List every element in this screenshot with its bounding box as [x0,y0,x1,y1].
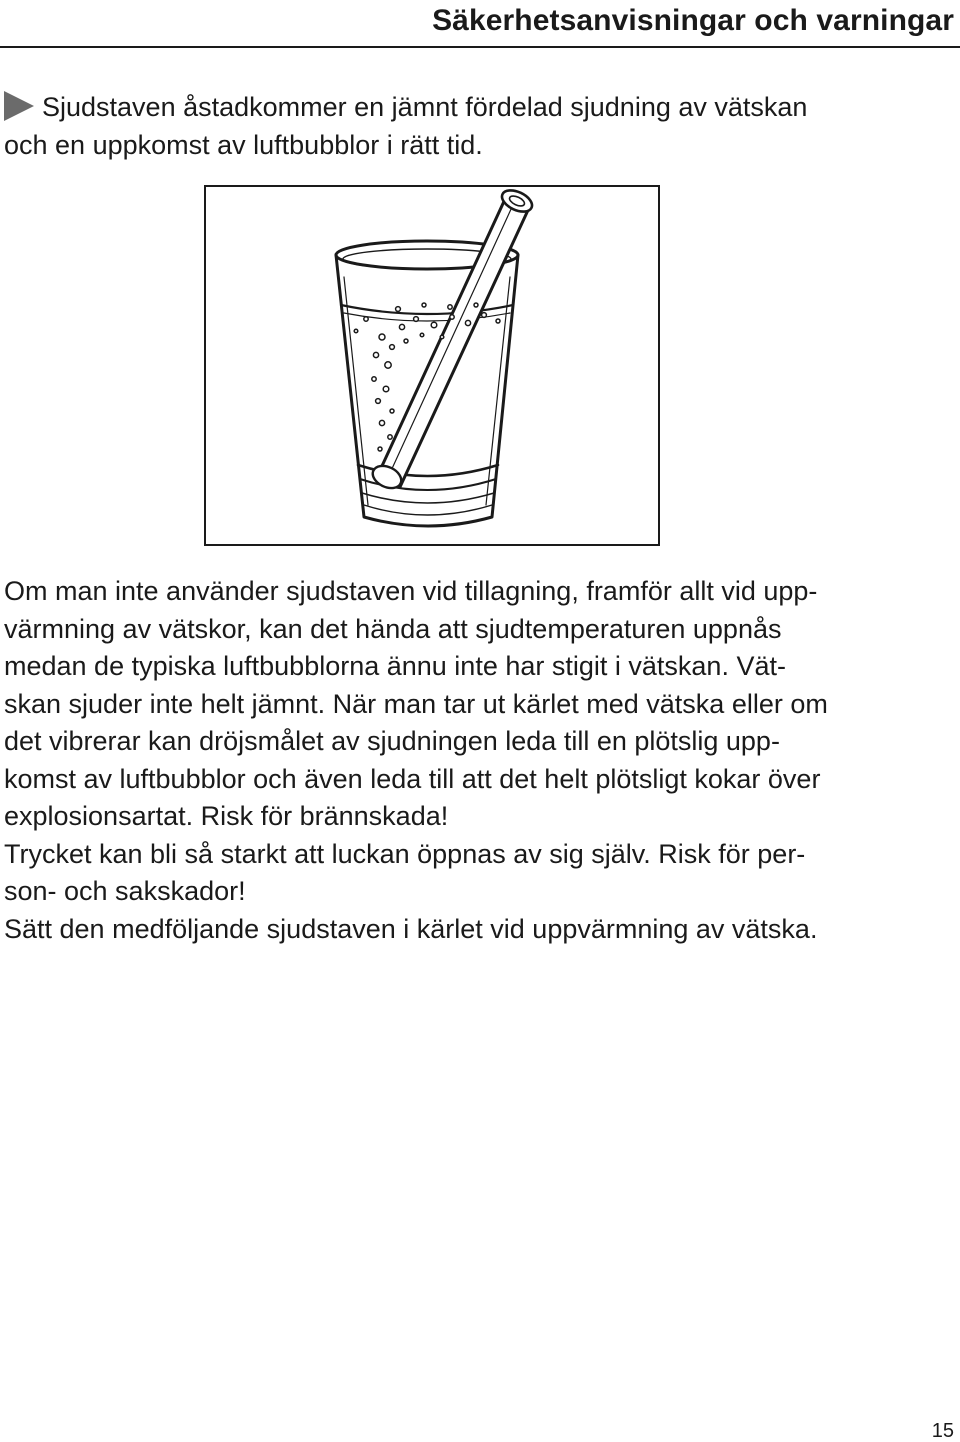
glass-with-boiling-rod-icon [206,187,658,544]
body-line-7: explosionsartat. Risk för brännskada! [4,801,449,831]
body-line-9: son- och sakskador! [4,876,246,906]
page-header [0,0,960,48]
triangle-arrow-icon [4,91,34,121]
bullet-paragraph [4,88,954,164]
page-number: 15 [931,1420,954,1442]
page-title: Säkerhetsanvisningar och varningar [432,4,954,37]
header-rule [0,46,960,48]
body-line-1: Om man inte använder sjudstaven vid tillagning, framför allt vid upp- [4,576,818,606]
body-line-10: Sätt den medföljande sjudstaven i kärlet vid uppvärmning av vätska. [4,913,818,944]
illustration-frame [204,185,660,546]
bullet-line-2: och en uppkomst av luftbubblor i rätt tid. [4,130,483,160]
body-line-8: Trycket kan bli så starkt att luckan öppnas av sig själv. Risk för per- [4,838,806,869]
body-line-4: skan sjuder inte helt jämnt. När man tar ut kärlet med vätska eller om [4,688,828,719]
body-line-5: det vibrerar kan dröjsmålet av sjudningen leda till en plötslig upp- [4,726,780,756]
body-line-6: komst av luftbubblor och även leda till att det helt plötsligt kokar över [4,763,821,794]
body-line-3: medan de typiska luftbubblorna ännu inte har stigit i vätskan. Vät- [4,651,786,681]
bullet-line-1: Sjudstaven åstadkommer en jämnt fördelad sjudning av vätskan [42,92,808,122]
body-paragraph [4,573,956,948]
body-line-2: värmning av vätskor, kan det hända att sjudtemperaturen uppnås [4,613,782,644]
